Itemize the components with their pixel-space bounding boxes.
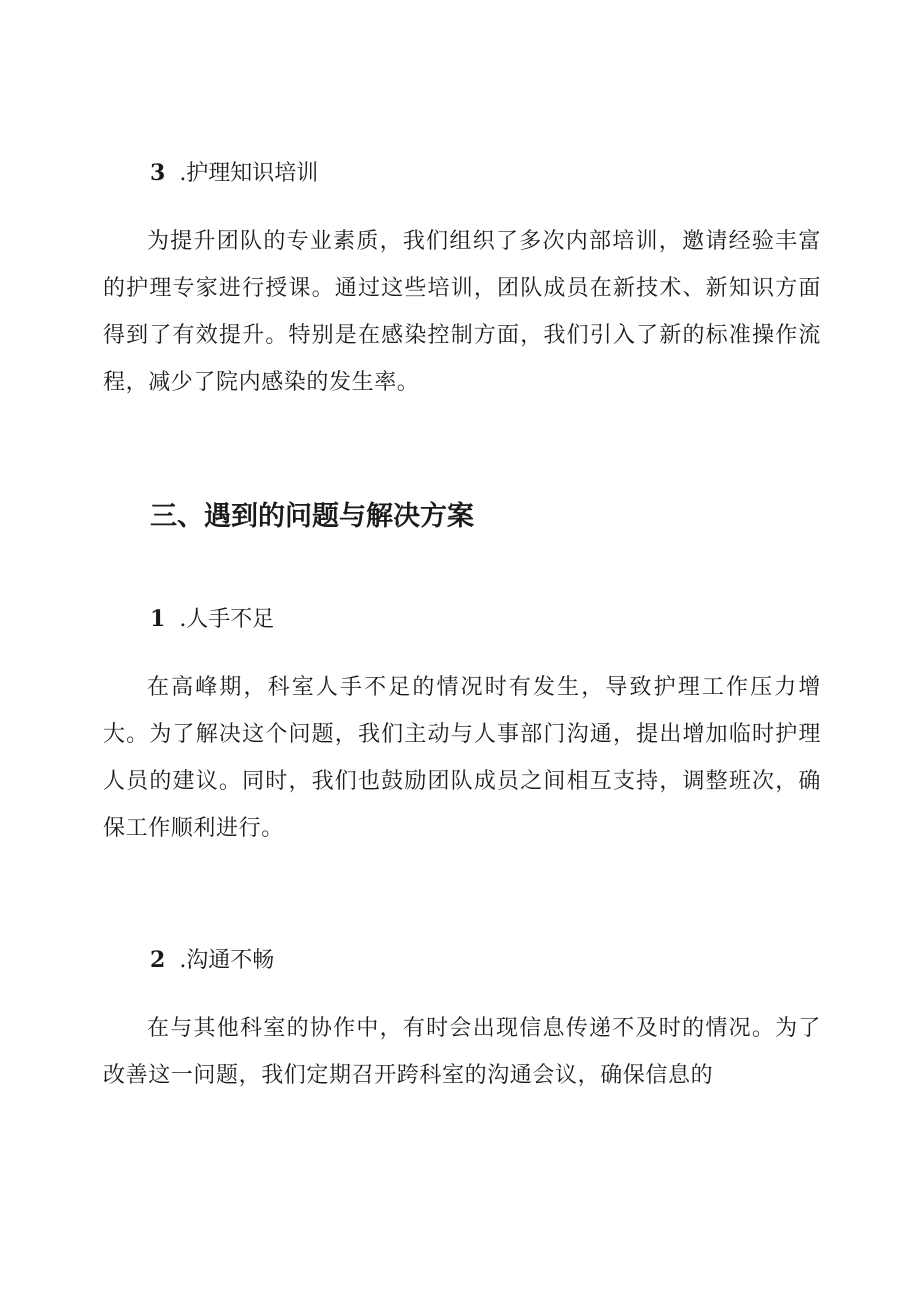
subsection-number: 1: [150, 606, 166, 632]
paragraph-poor-communication: 在与其他科室的协作中，有时会出现信息传递不及时的情况。为了改善这一问题，我们定期召开跨科室的沟通会议，确保信息的: [103, 1016, 821, 1088]
subsection-title: .护理知识培训: [179, 161, 319, 186]
paragraph-staff-shortage: 在高峰期，科室人手不足的情况时有发生，导致护理工作压力增大。为了解决这个问题，我们主动与人事部门沟通，提出增加临时护理人员的建议。同时，我们也鼓励团队成员之间相互支持，调整班次，确保工作顺利进行。: [103, 675, 821, 841]
subsection-title: .人手不足: [179, 607, 275, 632]
subsection-title: .沟通不畅: [179, 948, 275, 973]
subsection-number: 3: [150, 160, 166, 186]
subsection-heading-nursing-training: [150, 158, 318, 189]
subsection-heading-staff-shortage: [150, 604, 274, 635]
subsection-heading-poor-communication: [150, 945, 274, 976]
section-heading-problems-solutions: 三、遇到的问题与解决方案: [150, 501, 474, 532]
paragraph-nursing-training: 为提升团队的专业素质，我们组织了多次内部培训，邀请经验丰富的护理专家进行授课。通过这些培训，团队成员在新技术、新知识方面得到了有效提升。特别是在感染控制方面，我们引入了新的标准操作流程，减少了院内感染的发生率。: [103, 229, 821, 395]
subsection-number: 2: [150, 947, 166, 973]
